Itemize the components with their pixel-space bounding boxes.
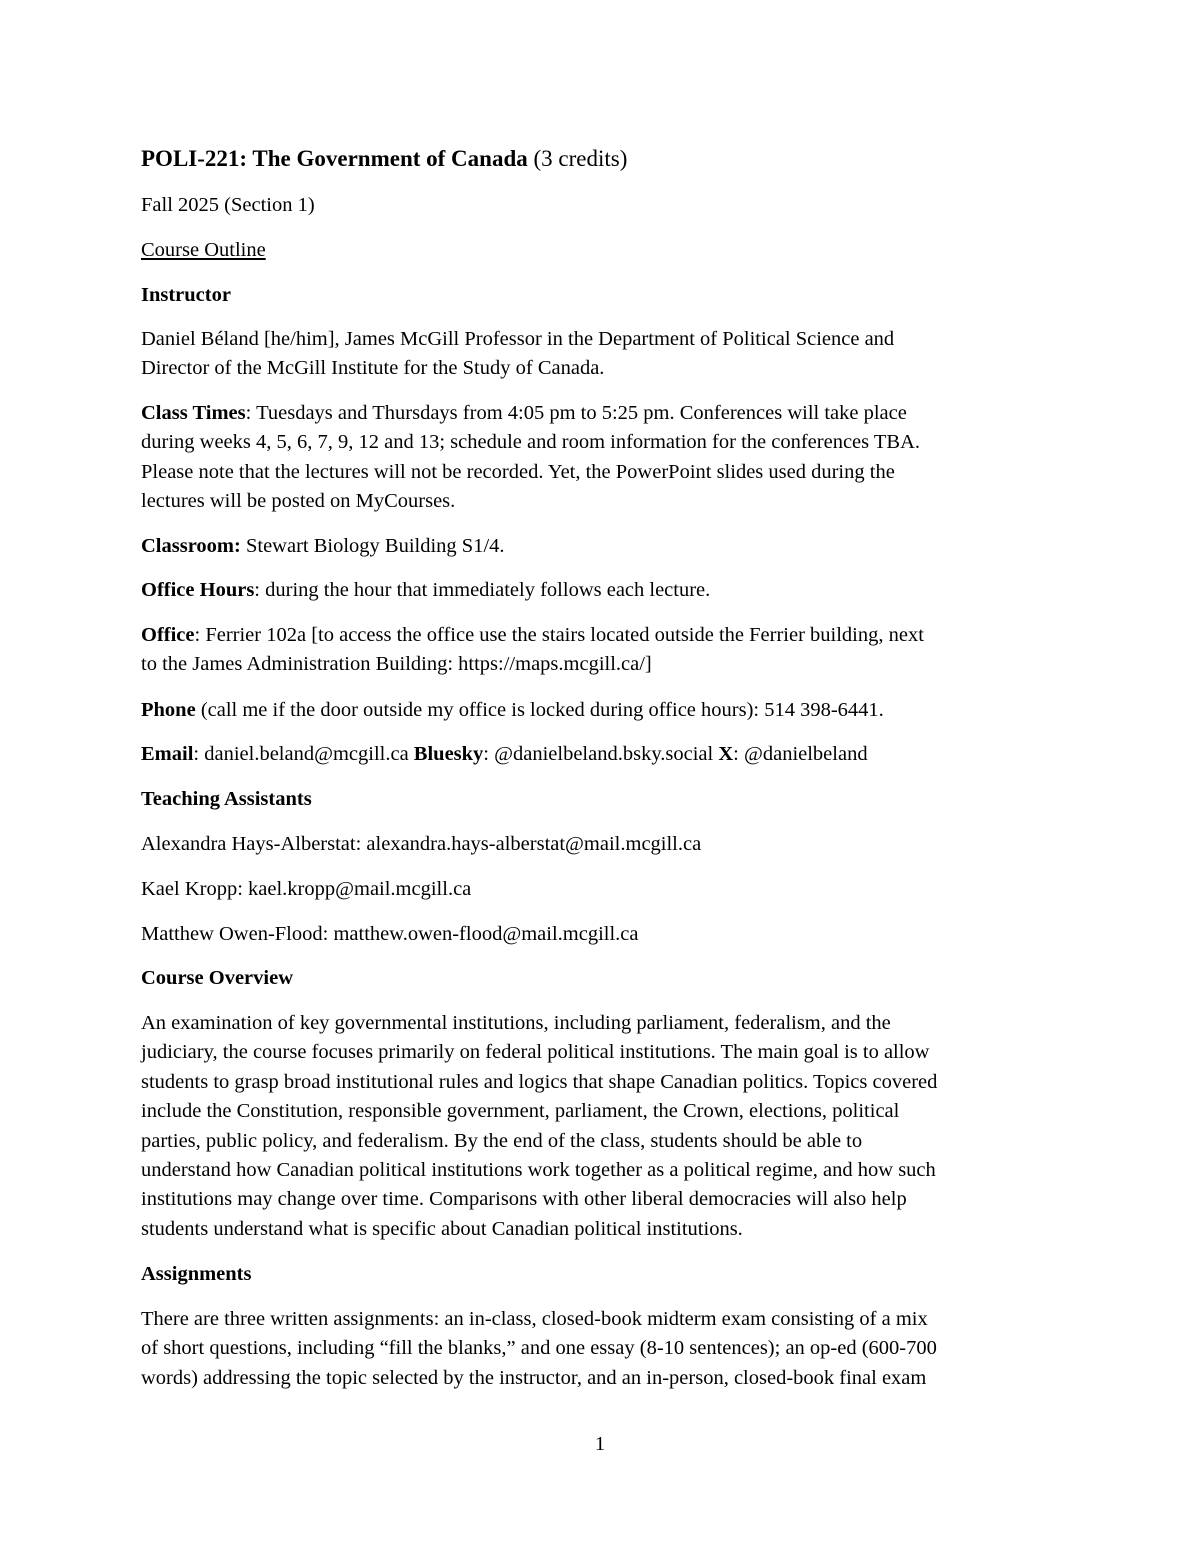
overview-line: include the Constitution, responsible government, parliament, the Crown, elections, political: [141, 1100, 900, 1123]
contact-line: [141, 740, 1061, 769]
overview-line: institutions may change over time. Comparisons with other liberal democracies will also help: [141, 1188, 907, 1211]
x-value: : @danielbeland: [733, 743, 868, 765]
email-label: Email: [141, 743, 194, 765]
office-label: Office: [141, 624, 195, 646]
overview-line: An examination of key governmental institutions, including parliament, federalism, and the: [141, 1012, 891, 1034]
assignments-line: of short questions, including “fill the blanks,” and one essay (8-10 sentences); an op-ed (600-700: [141, 1337, 937, 1360]
phone-label: Phone: [141, 699, 196, 721]
overview-line: parties, public policy, and federalism. By the end of the class, students should be able to: [141, 1129, 863, 1152]
classroom-value: Stewart Biology Building S1/4.: [240, 535, 505, 557]
class-times-line: Please note that the lectures will not be recorded. Yet, the PowerPoint slides used during the: [141, 460, 895, 483]
course-credits: (3 credits): [533, 146, 628, 171]
class-times-label: Class Times: [141, 402, 246, 424]
class-times-line: lectures will be posted on MyCourses.: [141, 490, 456, 513]
office-paragraph: [141, 621, 1061, 680]
teaching-assistants-heading: Teaching Assistants: [141, 788, 312, 810]
course-code-title: POLI-221: The Government of Canada: [141, 146, 528, 171]
office-hours-value: : during the hour that immediately follows each lecture.: [254, 579, 711, 601]
ta-item: Kael Kropp: kael.kropp@mail.mcgill.ca: [141, 878, 472, 900]
office-line: to the James Administration Building: https://maps.mcgill.ca/]: [141, 653, 652, 676]
class-times-text: : Tuesdays and Thursdays from 4:05 pm to 5:25 pm. Conferences will take place: [245, 402, 907, 424]
course-outline-heading: Course Outline: [141, 239, 266, 261]
office-text: : Ferrier 102a [to access the office use the stairs located outside the Ferrier building, next: [194, 624, 924, 646]
overview-line: students understand what is specific about Canadian political institutions.: [141, 1217, 743, 1240]
instructor-paragraph: [141, 325, 1061, 384]
course-overview-heading: Course Overview: [141, 967, 293, 989]
class-times-paragraph: [141, 399, 1061, 517]
overview-line: judiciary, the course focuses primarily on federal political institutions. The main goal is to allow: [141, 1041, 930, 1064]
assignments-line: words) addressing the topic selected by the instructor, and an in-person, closed-book final exam: [141, 1366, 927, 1389]
term-line: Fall 2025 (Section 1): [141, 194, 315, 216]
phone-value: (call me if the door outside my office is locked during office hours): 514 398-6441.: [195, 699, 884, 721]
bluesky-value: : @danielbeland.bsky.social: [483, 743, 719, 765]
assignments-heading: Assignments: [141, 1263, 252, 1285]
instructor-line: Daniel Béland [he/him], James McGill Professor in the Department of Political Science and: [141, 328, 895, 350]
x-label: X: [718, 743, 734, 765]
instructor-heading: Instructor: [141, 284, 231, 306]
assignments-line: There are three written assignments: an in-class, closed-book midterm exam consisting of a mix: [141, 1308, 928, 1330]
email-value: : daniel.beland@mcgill.ca: [193, 743, 414, 765]
ta-item: Alexandra Hays-Alberstat: alexandra.hays-alberstat@mail.mcgill.ca: [141, 833, 702, 855]
overview-line: students to grasp broad institutional rules and logics that shape Canadian politics. Topics covered: [141, 1070, 938, 1093]
office-hours-line: [141, 576, 1061, 605]
page-number: 1: [594, 1433, 606, 1455]
phone-line: [141, 696, 1061, 725]
instructor-line: Director of the McGill Institute for the Study of Canada.: [141, 357, 605, 380]
overview-line: understand how Canadian political institutions work together as a political regime, and how such: [141, 1159, 936, 1182]
bluesky-label: Bluesky: [413, 743, 484, 765]
ta-item: Matthew Owen-Flood: matthew.owen-flood@mail.mcgill.ca: [141, 923, 639, 945]
course-overview-paragraph: [141, 1009, 1061, 1244]
assignments-paragraph: [141, 1305, 1061, 1393]
page-title: [141, 144, 627, 174]
classroom-line: [141, 532, 1061, 561]
office-hours-label: Office Hours: [141, 579, 255, 601]
class-times-line: during weeks 4, 5, 6, 7, 9, 12 and 13; schedule and room information for the conferences TBA.: [141, 431, 920, 454]
office-line: [141, 621, 1061, 650]
class-times-line: [141, 399, 1061, 428]
classroom-label: Classroom:: [141, 535, 241, 557]
